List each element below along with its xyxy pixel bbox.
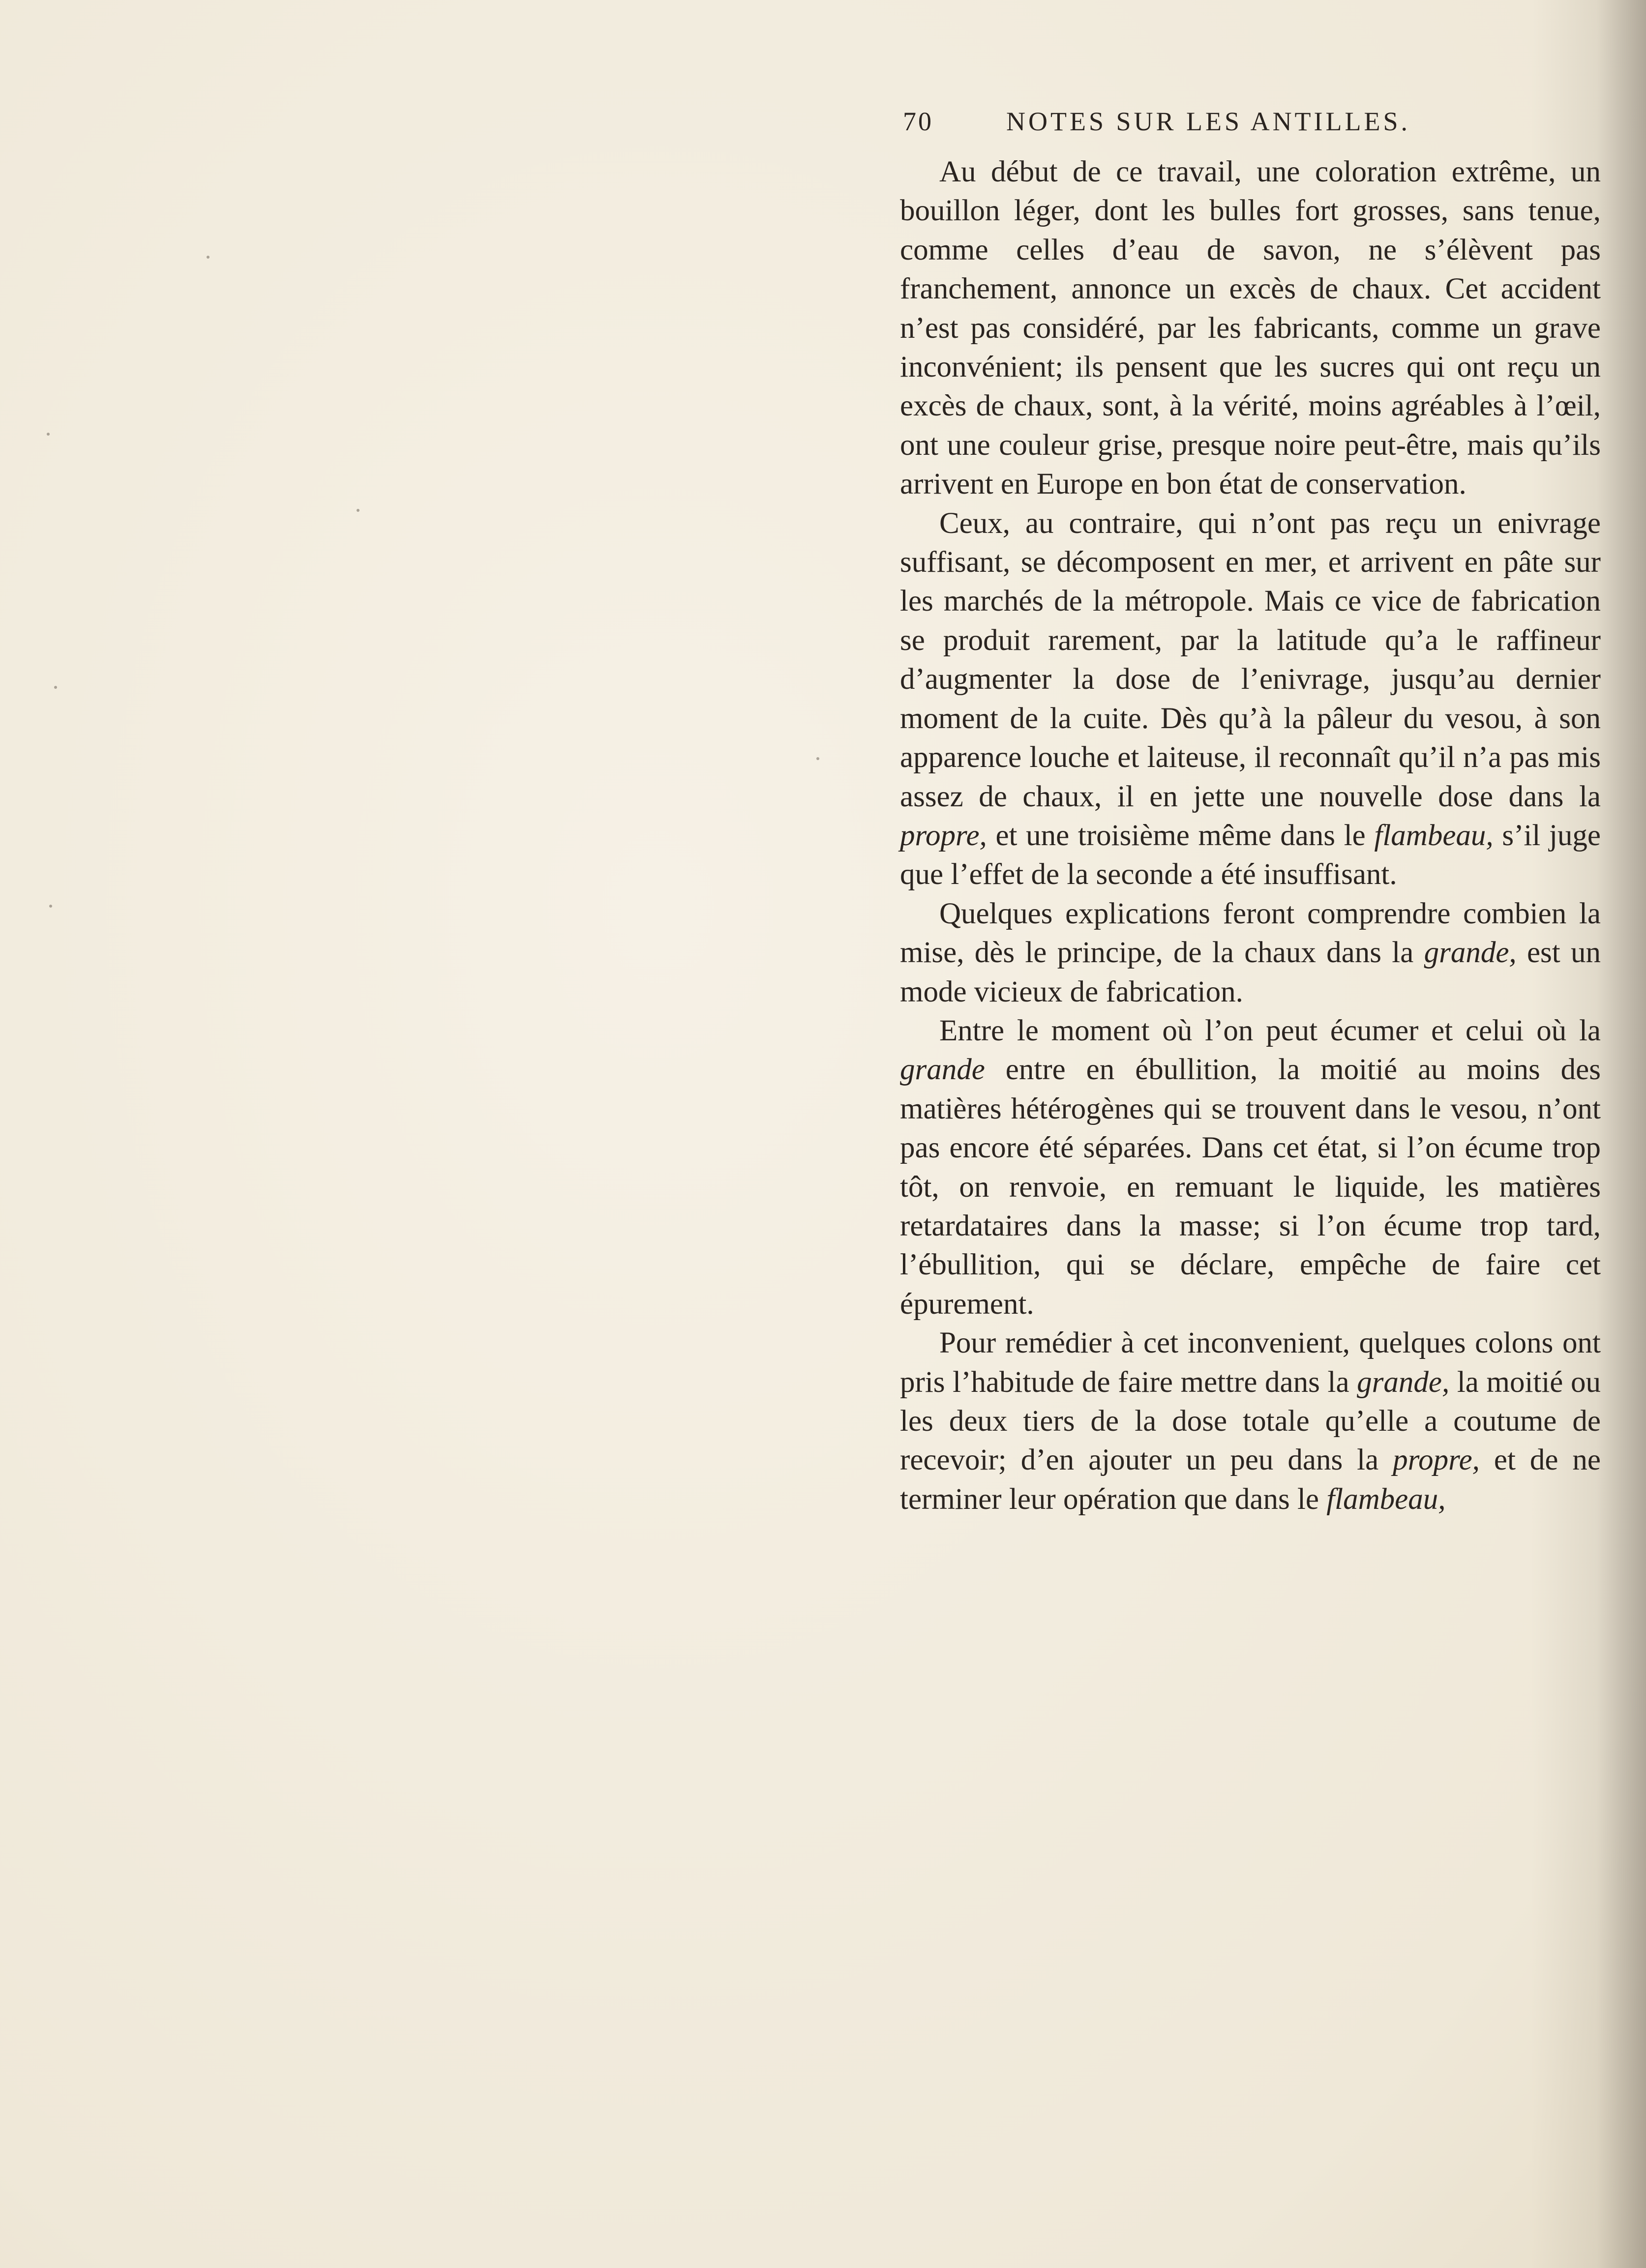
paragraph-2 [900, 504, 1601, 894]
italic-term: grande [900, 1053, 985, 1087]
text-run: Pour remédier à cet inconvenient, quelques colons ont pris l’habitude de faire mettre dans la [900, 1326, 1601, 1399]
text-run: est un mode vicieux de fabrication. [900, 936, 1601, 1008]
italic-term: propre, [900, 819, 987, 852]
paper-speck [47, 433, 50, 436]
text-run: Ceux, au contraire, qui n’ont pas reçu un enivrage suffisant, se décomposent en mer, et arrivent en pâte sur les marchés de la métropole. Mais ce vice de fabrication se produit rarement, par la latitude qu’a le raffineur d’augmenter la dose de l’enivrage, jusqu’au dernier moment de la cuite. Dès qu’à la pâleur du vesou, à son apparence louche et laiteuse, il reconnaît qu’il n’a pas mis assez de chaux, il en jette une nouvelle dose dans la [900, 506, 1601, 813]
italic-term: grande, [1357, 1365, 1450, 1399]
paper-speck [54, 686, 57, 689]
paragraph-4 [900, 1011, 1601, 1324]
paper-speck [357, 509, 359, 512]
italic-term: flambeau, [1374, 819, 1494, 852]
paper-speck [49, 905, 52, 908]
page-number: 70 [903, 107, 933, 136]
text-run: Quelques explications feront comprendre combien la mise, dès le principe, de la chaux dans la [900, 897, 1601, 970]
italic-term: grande, [1424, 936, 1517, 970]
paragraph-5 [900, 1324, 1601, 1519]
italic-term: propre, [1393, 1443, 1480, 1477]
text-run: Entre le moment où l’on peut écumer et celui où la [939, 1014, 1601, 1047]
text-run: s’il juge que l’effet de la seconde a été insuffisant. [900, 819, 1601, 891]
text-run: et de ne terminer leur opération que dans le [900, 1443, 1601, 1516]
running-title: NOTES SUR LES ANTILLES. [1006, 107, 1411, 136]
italic-term: flambeau, [1326, 1482, 1446, 1516]
paragraph-1 [900, 152, 1601, 504]
text-run: entre en ébullition, la moitié au moins des matières hétérogènes qui se trouvent dans le vesou, n’ont pas encore été séparées. Dans cet état, si l’on écume trop tôt, on renvoie, en remuant le liquide, les matières retardataires dans la masse; si l’on écume trop tard, l’ébullition, qui se déclare, empêche de faire cet épurement. [900, 1053, 1601, 1321]
paper-speck [207, 256, 209, 259]
text-run: Au début de ce travail, une coloration extrême, un bouillon léger, dont les bulles fort grosses, sans tenue, comme celles d’eau de savon, ne s’élèvent pas franchement, annonce un excès de chaux. Cet accident n’est pas considéré, par les fabricants, comme un grave inconvénient; ils pensent que les sucres qui ont reçu un excès de chaux, sont, à la vérité, moins agréables à l’œil, ont une couleur grise, presque noire peut-être, mais qu’ils arrivent en Europe en bon état de conservation. [900, 155, 1601, 501]
text-run: et une troisième même dans le [987, 819, 1375, 852]
paper-speck [816, 757, 819, 760]
text-run: la moitié ou les deux tiers de la dose totale qu’elle a coutume de recevoir; d’en ajouter un peu dans la [900, 1365, 1601, 1477]
paragraph-3 [900, 894, 1601, 1011]
page-header [903, 106, 1513, 146]
body-text [900, 152, 1601, 1519]
